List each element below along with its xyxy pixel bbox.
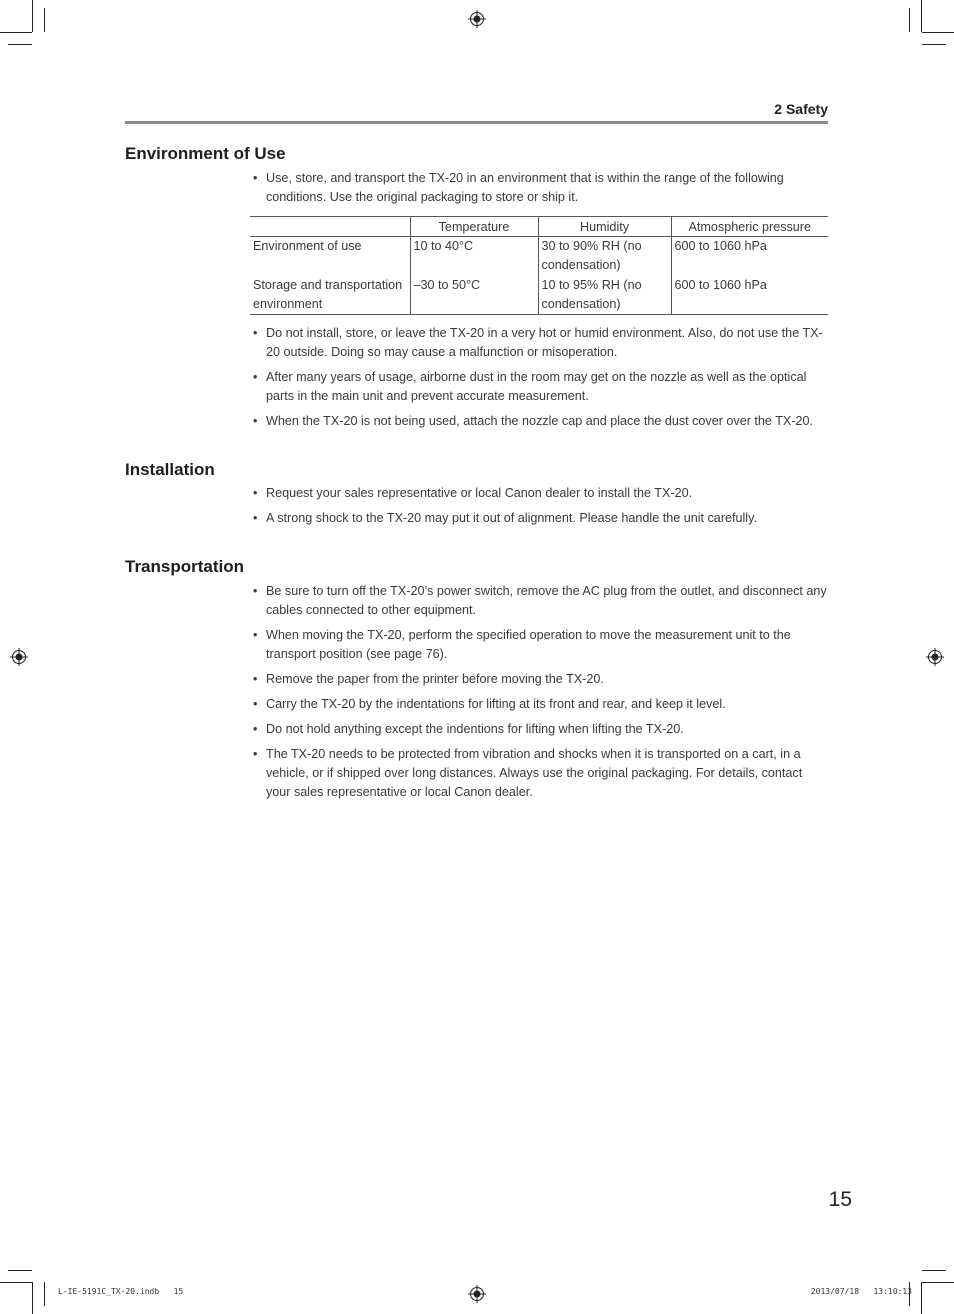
table-cell: Storage and transportation environment — [250, 276, 410, 315]
table-cell: 10 to 95% RH (no condensation) — [538, 276, 671, 315]
slug-timestamp: 2013/07/18 13:10:13 — [810, 1287, 912, 1296]
list-item: • Remove the paper from the printer before moving the TX-20. — [250, 670, 830, 689]
list-item: • When moving the TX-20, perform the specified operation to move the measurement unit to the transport position (see page 76). — [250, 626, 830, 664]
table-header-row — [250, 217, 828, 237]
list-item: • Do not install, store, or leave the TX-20 in a very hot or humid environment. Also, do not use the TX-20 outside. Doing so may cause a malfunction or misoperation. — [250, 324, 830, 362]
table-row — [250, 237, 828, 277]
list-item: • Be sure to turn off the TX-20’s power switch, remove the AC plug from the outlet, and disconnect any cables connected to other equipment. — [250, 582, 830, 620]
crop-mark — [921, 1282, 922, 1314]
section-title-environment: Environment of Use — [125, 144, 286, 163]
table-cell: Environment of use — [253, 239, 362, 253]
section-title-transportation: Transportation — [125, 557, 245, 576]
list-item: • After many years of usage, airborne dust in the room may get on the nozzle as well as the optical parts in the main unit and prevent accurate measurement. — [250, 368, 830, 406]
list-item: • Do not hold anything except the indentions for lifting when lifting the TX-20. — [250, 720, 830, 739]
list-item: • The TX-20 needs to be protected from vibration and shocks when it is transported on a cart, in a vehicle, or if shipped over long distances. Always use the original packaging. For details, contact your sales representative or local Canon dealer. — [250, 745, 830, 802]
table-header-cell: Temperature — [410, 217, 538, 237]
registration-mark-icon — [926, 648, 944, 666]
crop-mark — [922, 32, 954, 33]
table-cell: 30 to 90% RH (no condensation) — [538, 237, 671, 277]
environment-table — [250, 216, 828, 315]
crop-mark — [32, 1282, 33, 1314]
crop-mark — [922, 1270, 946, 1271]
registration-mark-icon — [10, 648, 28, 666]
section-title-installation: Installation — [125, 460, 215, 479]
crop-mark — [921, 0, 922, 32]
transportation-bullet-list — [250, 582, 830, 808]
list-item: • Use, store, and transport the TX-20 in an environment that is within the range of the following conditions. Use the original packaging to store or ship it. — [250, 169, 830, 207]
table-header-cell — [250, 217, 410, 237]
table-header-cell: Humidity — [538, 217, 671, 237]
table-cell: –30 to 50°C — [410, 276, 538, 315]
page-number: 15 — [828, 1188, 852, 1211]
table-cell: 10 to 40°C — [410, 237, 538, 277]
crop-mark — [922, 44, 946, 45]
running-head: 2 Safety — [774, 101, 828, 117]
slug-file-info: L-IE-5191C_TX-20.indb 15 — [58, 1287, 184, 1296]
environment-bullet-list — [250, 324, 830, 437]
table-header-cell: Atmospheric pressure — [671, 217, 828, 237]
crop-mark — [8, 1270, 32, 1271]
crop-mark — [32, 0, 33, 32]
crop-mark — [0, 32, 32, 33]
crop-mark — [8, 44, 32, 45]
registration-mark-icon — [468, 1285, 486, 1303]
list-item: • Carry the TX-20 by the indentations for lifting at its front and rear, and keep it level. — [250, 695, 830, 714]
registration-mark-icon — [468, 10, 486, 28]
crop-mark — [44, 1282, 45, 1306]
table-cell: 600 to 1060 hPa — [671, 237, 828, 277]
list-item: • When the TX-20 is not being used, attach the nozzle cap and place the dust cover over the TX-20. — [250, 412, 830, 431]
list-item: • Request your sales representative or local Canon dealer to install the TX-20. — [250, 484, 830, 503]
table-row — [250, 276, 828, 315]
crop-mark — [922, 1282, 954, 1283]
table-cell: 600 to 1060 hPa — [671, 276, 828, 315]
installation-bullet-list — [250, 484, 830, 534]
crop-mark — [0, 1282, 32, 1283]
crop-mark — [909, 8, 910, 32]
header-rule — [125, 121, 828, 124]
crop-mark — [44, 8, 45, 32]
environment-intro-list — [250, 169, 830, 213]
list-item: • A strong shock to the TX-20 may put it out of alignment. Please handle the unit carefully. — [250, 509, 830, 528]
